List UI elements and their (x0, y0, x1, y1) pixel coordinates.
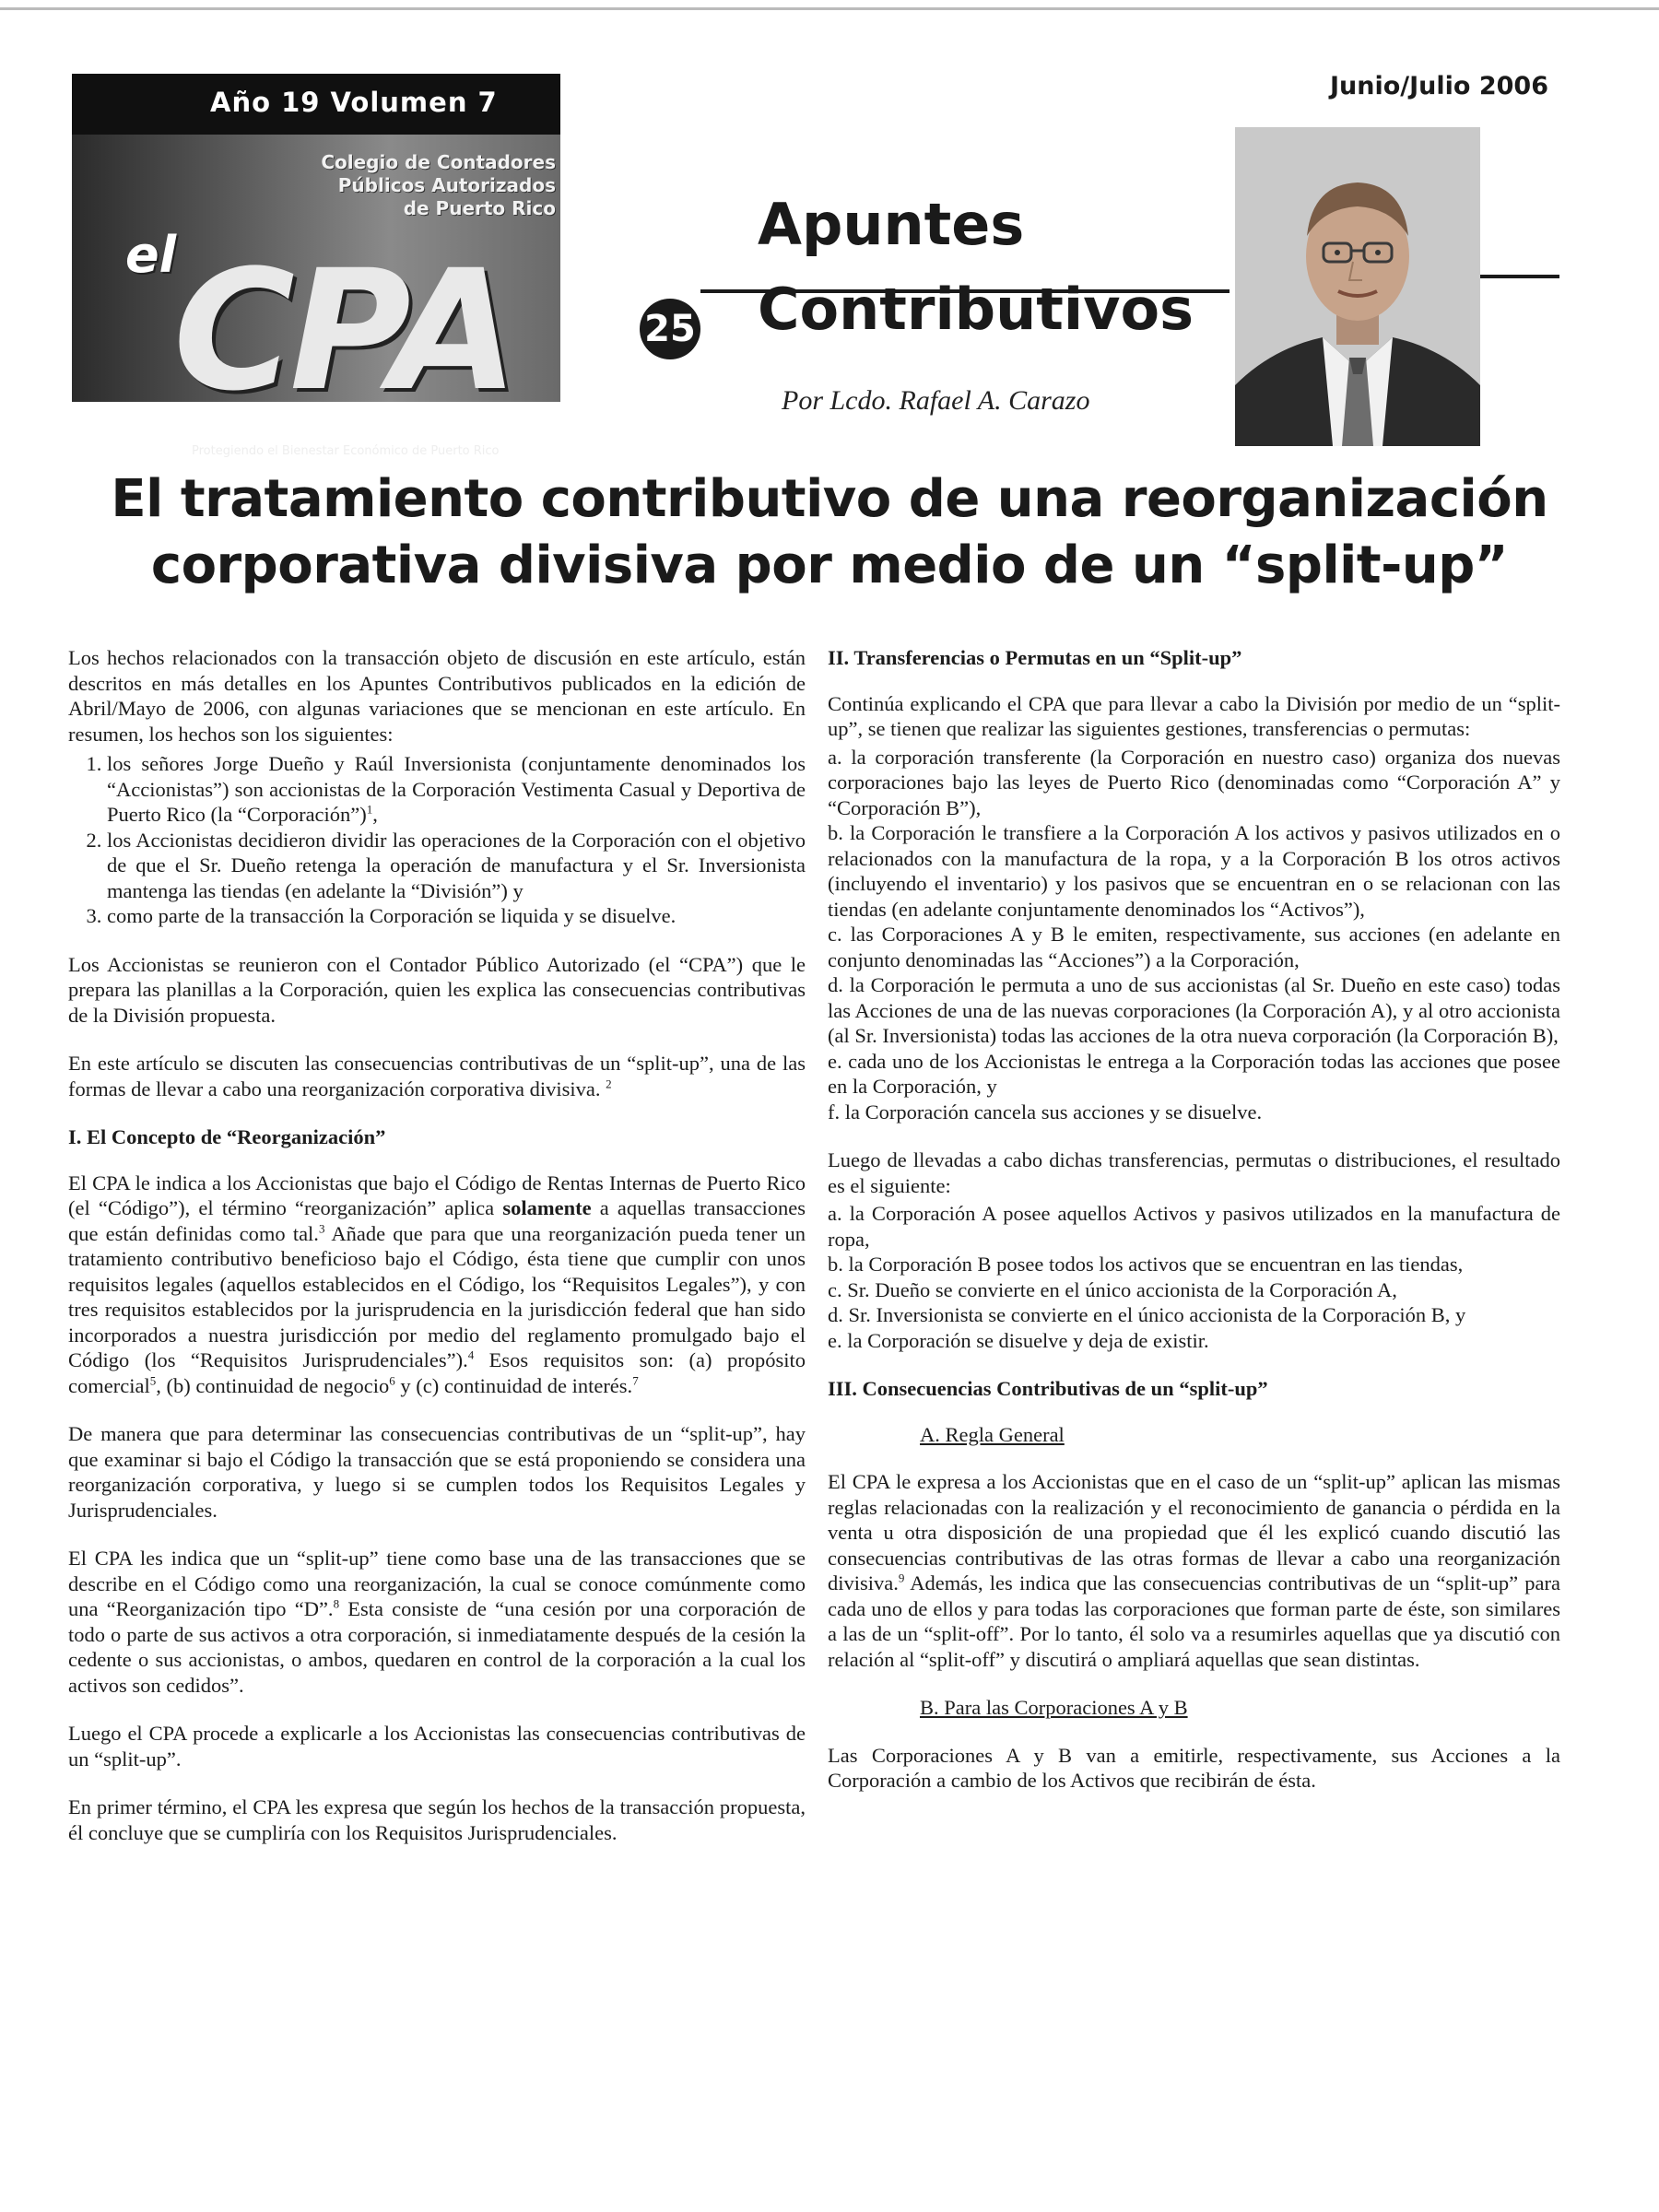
section-heading-2: II. Transferencias o Permutas en un “Split-up” (828, 646, 1242, 669)
org-line: Colegio de Contadores (321, 151, 556, 173)
paragraph-text: En este artículo se discuten las consecuencias contributivas de un “split-up”, una de las formas de llevar a cabo una reorganización corporativa divisiva. (68, 1052, 806, 1100)
footnote-ref: 5 (149, 1373, 157, 1387)
determination-paragraph: De manera que para determinar las consecuencias contributivas de un “split-up”, hay que examinar si bajo el Código la transacción que se está proponiendo se considera una reorganización corporativa, y luego si se cumplen todos los Requisitos Legales y Jurisprudenciales. (68, 1422, 806, 1522)
fact-text-end: , (372, 803, 378, 826)
masthead-organization (279, 151, 556, 220)
paragraph-text: y (c) continuidad de interés. (394, 1373, 633, 1397)
fact-text: los señores Jorge Dueño y Raúl Inversionista (conjuntamente denominados los “Accionistas”) son accionistas de la Corporación Vestimenta Casual y Deportiva de Puerto Rico (la “Corporación”) (107, 752, 806, 826)
results-list (828, 1201, 1560, 1353)
list-item (107, 751, 806, 828)
corporations-paragraph: Las Corporaciones A y B van a emitirle, respectivamente, sus Acciones a la Corporación a cambio de los Activos que recibirán de ésta. (828, 1743, 1560, 1792)
right-column (828, 645, 1560, 1817)
subheading-corporations-a-b: B. Para las Corporaciones A y B (920, 1696, 1188, 1719)
general-rule-paragraph (828, 1469, 1560, 1672)
logo-prefix: el (125, 226, 177, 284)
list-item: e. cada uno de los Accionistas le entrega a la Corporación todas las acciones que posee en la Corporación, y (828, 1049, 1560, 1098)
section-heading-1: I. El Concepto de “Reorganización” (68, 1125, 386, 1148)
masthead-tagline: Protegiendo el Bienestar Económico de Puerto Rico (192, 444, 500, 458)
article-scope-paragraph (68, 1051, 806, 1101)
intro-paragraph: Los hechos relacionados con la transacción objeto de discusión en este artículo, están descritos en más detalles en los Apuntes Contributivos publicados en la edición de Abril/Mayo de 2006, con algunas variaciones que se mencionan en este artículo. En resumen, los hechos son los siguientes: (68, 646, 806, 746)
org-line: de Puerto Rico (403, 197, 556, 219)
list-item: f. la Corporación cancela sus acciones y se disuelve. (828, 1100, 1263, 1124)
subheading-general-rule: A. Regla General (920, 1422, 1065, 1446)
footnote-ref: 6 (389, 1373, 395, 1387)
explanation-paragraph: Luego el CPA procede a explicarle a los Accionistas las consecuencias contributivas de un “split-up”. (68, 1722, 806, 1771)
issue-date: Junio/Julio 2006 (1329, 72, 1548, 100)
paragraph-text: Añade que para que una reorganización pueda tener un tratamiento contributivo beneficioso bajo el Código, ésta tiene que cumplir con unos requisitos legales (aquellos establecidos en el Código, los “Requisitos Legales”), y con tres requisitos establecidos por la jurisprudencia en la jurisdicción federal que han sido incorporados a nuestra jurisdicción por medio del reglamento promulgado bajo el Código (los “Requisitos Jurisprudenciales”). (68, 1221, 806, 1371)
list-item: a. la Corporación A posee aquellos Activos y pasivos utilizados en la manufactura de ropa, (828, 1202, 1560, 1251)
list-item: a. la corporación transferente (la Corporación en nuestro caso) organiza dos nuevas corporaciones bajo las leyes de Puerto Rico (denominadas como “Corporación A” y “Corporación B”), (828, 745, 1560, 819)
byline: Por Lcdo. Rafael A. Carazo (782, 385, 1090, 416)
portrait-illustration (1235, 127, 1480, 446)
transfer-steps-list (828, 745, 1560, 1125)
section-title-line2: Contributivos (758, 276, 1194, 343)
list-item: 2. los Accionistas decidieron dividir las operaciones de la Corporación con el objetivo de que el Sr. Dueño retenga la operación de manufactura y el Sr. Inversionista mantenga las tiendas (en adelante la “División”) y (107, 828, 806, 904)
transfers-intro-paragraph: Continúa explicando el CPA que para llevar a cabo la División por medio de un “split-up”, se tienen que realizar las siguientes gestiones, transferencias o permutas: (828, 691, 1560, 740)
emphasis-text: solamente (502, 1196, 592, 1219)
reorganization-paragraph (68, 1171, 806, 1399)
paragraph-text: Esos requisitos son: (a) propósito comercial (68, 1348, 806, 1397)
footnote-ref: 1 (366, 802, 373, 817)
section-rule-right (1480, 275, 1559, 278)
list-item: e. la Corporación se disuelve y deja de existir. (828, 1328, 1209, 1352)
list-item: b. la Corporación le transfiere a la Corporación A los activos y pasivos utilizados en o relacionados con la manufactura de la ropa, y a la Corporación B los otros activos (incluyendo el inventario) y los pasivos que se encuentran en o se relacionan con las tiendas (en adelante conjuntamente denominados los “Activos”), (828, 821, 1560, 921)
author-portrait (1235, 127, 1480, 446)
scan-edge-line (0, 7, 1659, 10)
section-number-badge: 25 (640, 299, 700, 359)
footnote-ref: 3 (318, 1221, 325, 1235)
conclusion-paragraph: En primer término, el CPA les expresa que según los hechos de la transacción propuesta, él concluye que se cumpliría con los Requisitos Jurisprudenciales. (68, 1795, 806, 1844)
section-heading-3: III. Consecuencias Contributivas de un “split-up” (828, 1377, 1268, 1400)
facts-list (68, 751, 806, 929)
paragraph-text: , (b) continuidad de negocio (156, 1373, 390, 1397)
results-intro-paragraph: Luego de llevadas a cabo dichas transferencias, permutas o distribuciones, el resultado es el siguiente: (828, 1148, 1560, 1197)
left-column (68, 645, 806, 1868)
paragraph-text: Esta consiste de “una cesión por una corporación de todo o parte de sus activos a otra corporación, si inmediatamente después de la cesión la cedente o sus accionistas, o ambos, quedaren en control de la corporación a la cual los activos son cedidos”. (68, 1597, 806, 1697)
footnote-ref: 8 (333, 1596, 340, 1611)
list-item: b. la Corporación B posee todos los activos que se encuentran en las tiendas, (828, 1253, 1464, 1276)
masthead-volume: Año 19 Volumen 7 (210, 87, 498, 118)
footnote-ref: 4 (467, 1347, 475, 1362)
paragraph-text: El CPA le expresa a los Accionistas que en el caso de un “split-up” aplican las mismas reglas relacionadas con la realización y el reconocimiento de ganancia o pérdida en la venta u otra disposición de una propiedad que él les explicó cuando discutió las consecuencias contributivas de las otras formas de llevar a cabo una reorganización divisiva. (828, 1470, 1560, 1594)
headline-line1: El tratamiento contributivo de una reorganización (111, 469, 1548, 529)
masthead (72, 74, 560, 458)
paragraph-text: El CPA le indica a los Accionistas que bajo el Código de Rentas Internas de Puerto Rico (el “Código”), el término “reorganización” aplica (68, 1171, 806, 1219)
list-item: c. las Corporaciones A y B le emiten, respectivamente, sus acciones (en adelante en conjunto denominadas las “Acciones”) a la Corporación, (828, 923, 1560, 971)
list-item: d. Sr. Inversionista se convierte en el único accionista de la Corporación B, y (828, 1303, 1466, 1326)
list-item: c. Sr. Dueño se convierte en el único accionista de la Corporación A, (828, 1277, 1397, 1301)
cpa-logo: CPA (173, 235, 513, 428)
list-item: 3. como parte de la transacción la Corporación se liquida y se disuelve. (107, 903, 806, 929)
split-up-basis-paragraph (68, 1546, 806, 1698)
paragraph-text: El CPA les indica que un “split-up” tiene como base una de las transacciones que se describe en el Código como una reorganización, la cual se conoce comúnmente como una “Reorganización tipo “D”. (68, 1547, 806, 1620)
footnote-ref: 9 (898, 1571, 905, 1585)
footnote-ref: 2 (606, 1077, 612, 1090)
headline-line2: corporativa divisiva por medio de un “split-up” (150, 535, 1509, 595)
article-headline (55, 466, 1604, 599)
paragraph-text: a aquellas transacciones que están definidas como tal. (68, 1196, 806, 1245)
section-title-line1: Apuntes (758, 191, 1025, 258)
paragraph-text: Además, les indica que las consecuencias contributivas de un “split-up” para cada uno de ellos y para todas las corporaciones que forman parte de éste, son similares a las de un “split-off”. Por lo tanto, él solo va a resumirles aquellas que ya discutió con relación al “split-off” y discutirá o ampliará aquellas que sean distintas. (828, 1571, 1560, 1671)
org-line: Públicos Autorizados (337, 174, 556, 196)
list-item: d. la Corporación le permuta a uno de sus accionistas (al Sr. Dueño en este caso) todas las Acciones de una de las nuevas corporaciones (la Corporación A), y al otro accionista (al Sr. Inversionista) todas las acciones de la otra nueva corporación (la Corporación B), (828, 973, 1560, 1047)
meeting-paragraph: Los Accionistas se reunieron con el Contador Público Autorizado (el “CPA”) que le prepara las planillas a la Corporación, quien les explica las consecuencias contributivas de la División propuesta. (68, 952, 806, 1027)
footnote-ref: 7 (632, 1373, 639, 1387)
